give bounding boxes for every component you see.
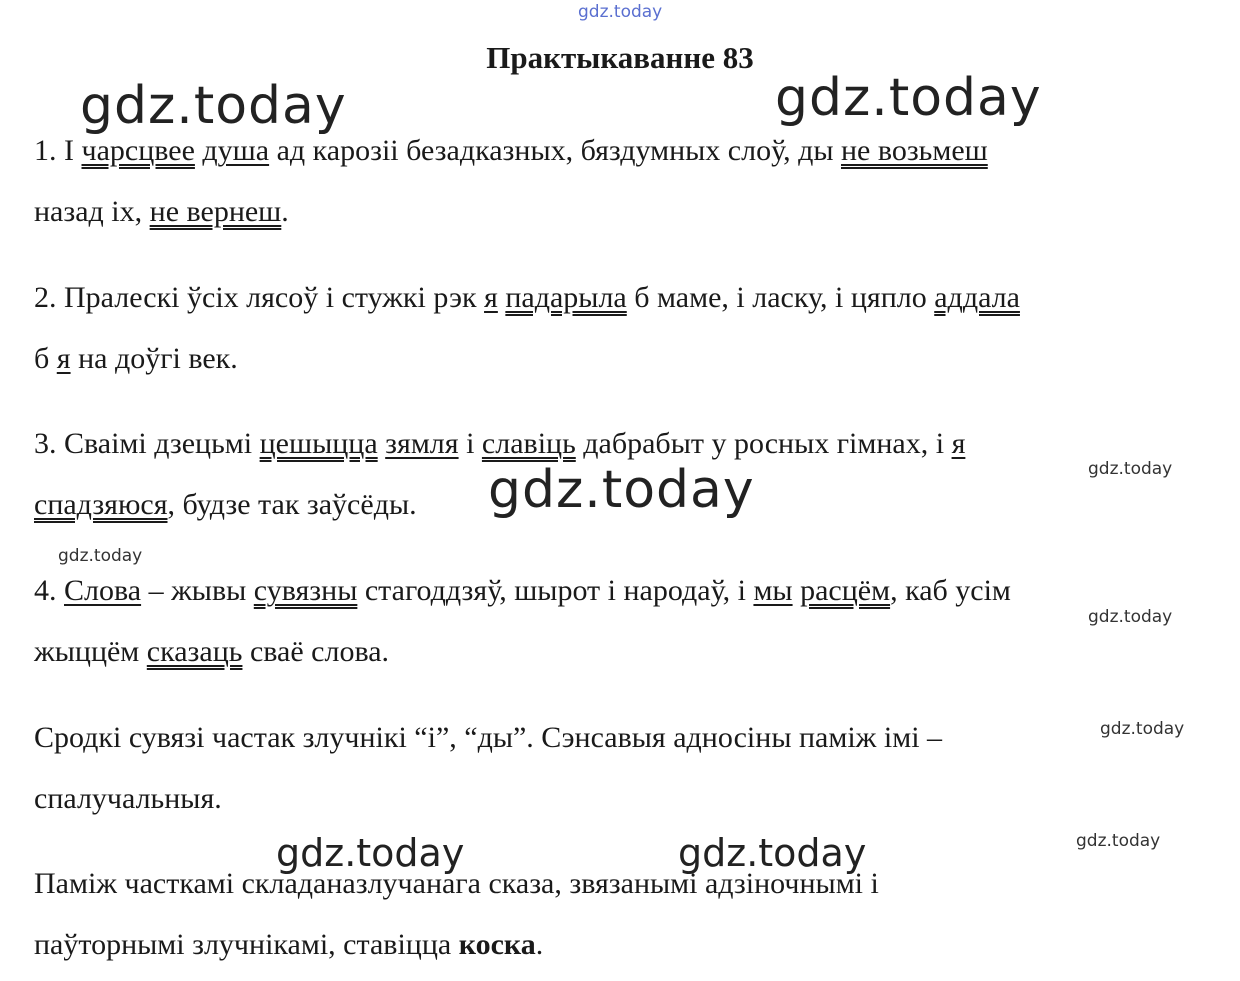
predicate: падарыла xyxy=(505,281,627,314)
subject: Слова xyxy=(64,574,142,607)
predicate: сувязны xyxy=(253,574,358,607)
watermark: gdz.today xyxy=(1088,607,1173,627)
explanation-2-line-2: паўторнымі злучнікамі, ставіцца коска. xyxy=(34,928,544,961)
sentence-1-line-2: назад іх, не вернеш. xyxy=(34,195,289,228)
predicate: не возьмеш xyxy=(841,134,988,167)
watermark: gdz.today xyxy=(1088,459,1173,479)
predicate: не вернеш xyxy=(149,195,282,228)
predicate: чарсцвее xyxy=(81,134,195,167)
watermark: gdz.today xyxy=(276,831,465,875)
sentence-4-line-2: жыццём сказаць сваё слова. xyxy=(34,635,390,668)
subject: зямля xyxy=(385,427,459,460)
explanation-1-line-2: спалучальныя. xyxy=(34,782,222,815)
watermark: gdz.today xyxy=(678,831,867,875)
explanation-2-line-1: Паміж часткамі складаназлучанага сказа, звязанымі адзіночнымі і xyxy=(34,867,879,900)
predicate: спадзяюся xyxy=(34,488,168,521)
subject: я xyxy=(56,342,71,375)
sentence-4-line-1: 4. Слова – жывы сувязны стагоддзяў, шырот і народаў, і мы расцём, каб усім xyxy=(34,574,1011,607)
sentence-3-line-1: 3. Сваімі дзецьмі цешыцца зямля і славіць дабрабыт у росных гімнах, і я xyxy=(34,427,966,460)
watermark: gdz.today xyxy=(1100,719,1185,739)
watermark: gdz.today xyxy=(80,76,347,136)
sentence-1-line-1: 1. І чарсцвее душа ад карозіі безадказных, бяздумных слоў, ды не возьмеш xyxy=(34,134,988,167)
subject: я xyxy=(484,281,498,314)
watermark: gdz.today xyxy=(775,68,1042,128)
sentence-2-line-1: 2. Пралескі ўсіх лясоў і стужкі рэк я падарыла б маме, і ласку, і цяпло аддала xyxy=(34,281,1020,314)
keyword: коска xyxy=(458,928,536,961)
explanation-1-line-1: Сродкі сувязі частак злучнікі “і”, “ды”. Сэнсавыя адносіны паміж імі – xyxy=(34,721,943,754)
watermark: gdz.today xyxy=(1076,831,1161,851)
subject: душа xyxy=(202,134,270,167)
watermark: gdz.today xyxy=(578,2,663,22)
sentence-2-line-2: б я на доўгі век. xyxy=(34,342,238,375)
predicate: цешыцца xyxy=(259,427,378,460)
predicate: славіць xyxy=(481,427,576,460)
predicate: расцём xyxy=(800,574,891,607)
watermark: gdz.today xyxy=(58,546,143,566)
subject: мы xyxy=(753,574,793,607)
subject: я xyxy=(951,427,966,460)
predicate: сказаць xyxy=(146,635,243,668)
watermark: gdz.today xyxy=(488,460,755,520)
predicate: аддала xyxy=(934,281,1020,314)
sentence-3-line-2: спадзяюся, будзе так заўсёды. xyxy=(34,488,417,521)
page-title: Практыкаванне 83 xyxy=(486,40,754,75)
